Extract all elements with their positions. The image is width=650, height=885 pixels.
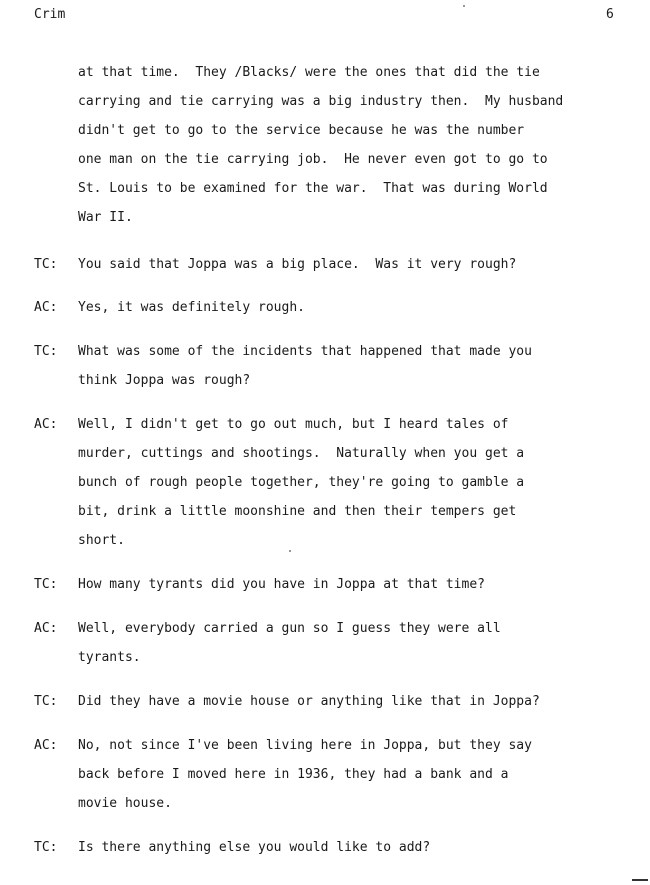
text-line: What was some of the incidents that happened that made you: [78, 344, 532, 359]
speech-text: [78, 833, 634, 862]
text-line: No, not since I've been living here in Joppa, but they say: [78, 738, 532, 753]
speaker-label: TC:: [34, 694, 58, 709]
speaker-label: TC:: [34, 577, 58, 592]
exchange: [34, 337, 634, 395]
text-line: Well, everybody carried a gun so I guess they were all: [78, 621, 501, 636]
speaker-label: TC:: [34, 840, 58, 855]
text-line: think Joppa was rough?: [78, 373, 251, 388]
exchange: [34, 833, 634, 862]
speech-text: [78, 614, 634, 672]
scan-speck: [289, 550, 291, 552]
text-line: back before I moved here in 1936, they had a bank and a: [78, 767, 509, 782]
speech-text: [78, 570, 634, 599]
exchange: [34, 687, 634, 716]
speaker-label: TC:: [34, 344, 58, 359]
speaker-label: AC:: [34, 738, 58, 753]
scan-speck: [463, 5, 465, 7]
text-line: didn't get to go to the service because he was the number: [78, 123, 525, 138]
speech-text: [78, 337, 634, 395]
speaker-label: AC:: [34, 417, 58, 432]
text-line: St. Louis to be examined for the war. That was during World: [78, 181, 548, 196]
text-line: short.: [78, 533, 125, 548]
exchange: [34, 614, 634, 672]
text-line: at that time. They /Blacks/ were the ones that did the tie: [78, 65, 540, 80]
text-line: How many tyrants did you have in Joppa at that time?: [78, 577, 485, 592]
text-line: Did they have a movie house or anything like that in Joppa?: [78, 694, 540, 709]
exchange: [34, 293, 634, 322]
exchange: [34, 570, 634, 599]
speech-text: [78, 731, 634, 818]
exchange: [34, 410, 634, 555]
speech-text: [78, 410, 634, 555]
text-line: movie house.: [78, 796, 172, 811]
header-interviewee-name: Crim: [34, 7, 66, 22]
header-page-number: 6: [606, 7, 614, 22]
continuation-paragraph: [34, 58, 650, 232]
scan-edge-mark: [632, 879, 648, 881]
speaker-label: AC:: [34, 300, 58, 315]
text-line: You said that Joppa was a big place. Was it very rough?: [78, 257, 517, 272]
text-line: Well, I didn't get to go out much, but I heard tales of: [78, 417, 509, 432]
text-line: bunch of rough people together, they're going to gamble a: [78, 475, 525, 490]
text-line: bit, drink a little moonshine and then their tempers get: [78, 504, 517, 519]
text-line: one man on the tie carrying job. He never even got to go to: [78, 152, 548, 167]
text-line: tyrants.: [78, 650, 141, 665]
speaker-label: TC:: [34, 257, 58, 272]
speech-text: [78, 293, 634, 322]
exchange: [34, 731, 634, 818]
exchange: [34, 250, 634, 279]
text-line: murder, cuttings and shootings. Naturally when you get a: [78, 446, 525, 461]
speaker-label: AC:: [34, 621, 58, 636]
speech-text: [78, 687, 634, 716]
speech-text: [78, 250, 634, 279]
text-line: Yes, it was definitely rough.: [78, 300, 305, 315]
text-line: Is there anything else you would like to add?: [78, 840, 431, 855]
text-line: carrying and tie carrying was a big industry then. My husband: [78, 94, 564, 109]
text-line: War II.: [78, 210, 133, 225]
